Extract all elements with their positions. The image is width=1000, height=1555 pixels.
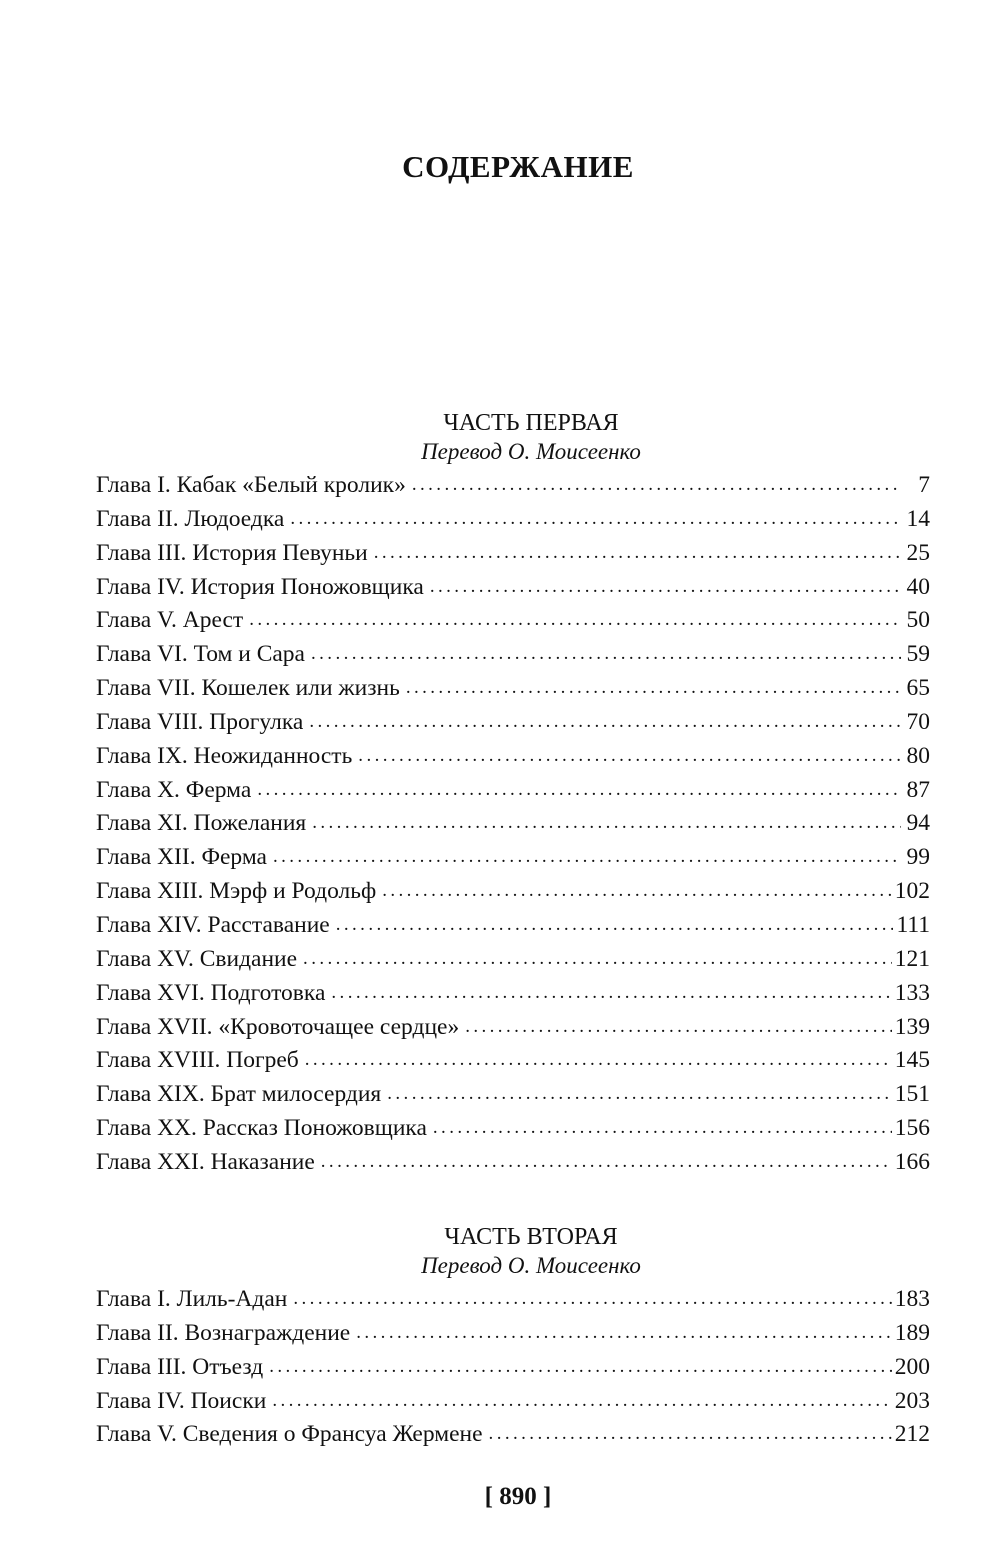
toc-entry: [96, 607, 930, 641]
toc-entry: [96, 574, 930, 608]
chapter-title: Глава I. Лиль-Адан: [96, 1286, 288, 1312]
chapter-page-number: 203: [894, 1387, 930, 1414]
toc-entry: [96, 777, 930, 811]
chapter-page-number: 145: [894, 1047, 930, 1074]
page-title: СОДЕРЖАНИЕ: [402, 148, 634, 184]
chapter-title: Глава XX. Рассказ Поножовщика: [96, 1115, 427, 1142]
chapter-page-number: 121: [894, 945, 930, 972]
chapter-page-number: 166: [894, 1148, 930, 1175]
chapter-title: Глава VII. Кошелек или жизнь: [96, 675, 400, 702]
toc-entry: [96, 743, 930, 777]
toc-entry: [96, 1388, 930, 1422]
chapter-page-number: 65: [906, 675, 930, 702]
toc-entry: [96, 1014, 930, 1048]
dot-leader: [433, 1117, 892, 1139]
dot-leader: [290, 508, 901, 530]
dot-leader: [312, 812, 901, 834]
chapter-title: Глава V. Сведения о Франсуа Жермене: [96, 1421, 483, 1448]
chapter-title: Глава V. Арест: [96, 607, 244, 634]
dot-leader: [358, 745, 901, 767]
chapter-title: Глава IX. Неожиданность: [96, 742, 353, 769]
part-translator: Перевод О. Моисеенко: [421, 439, 641, 464]
chapter-title: Глава I. Кабак «Белый кролик»: [96, 472, 406, 498]
chapter-title: Глава XIII. Мэрф и Родольф: [96, 878, 377, 905]
dot-leader: [305, 1049, 892, 1071]
chapter-title: Глава XXI. Наказание: [96, 1148, 315, 1175]
chapter-title: Глава XI. Пожелания: [96, 810, 307, 837]
dot-leader: [387, 1083, 892, 1105]
chapter-title: Глава XV. Свидание: [96, 945, 298, 972]
chapter-page-number: 80: [906, 742, 930, 769]
toc-entry: [96, 709, 930, 743]
dot-leader: [336, 914, 894, 936]
dot-leader: [489, 1423, 892, 1445]
chapter-page-number: 87: [906, 776, 930, 803]
dot-leader: [465, 1016, 892, 1038]
toc-entry: [96, 472, 930, 506]
chapter-page-number: 70: [906, 708, 930, 735]
toc-entry: [96, 1047, 930, 1081]
dot-leader: [331, 982, 891, 1004]
dot-leader: [269, 1356, 892, 1378]
dot-leader: [272, 1390, 891, 1412]
part-translator: Перевод О. Моисеенко: [421, 1253, 641, 1278]
dot-leader: [382, 880, 892, 902]
dot-leader: [356, 1322, 892, 1344]
chapter-page-number: 133: [894, 979, 930, 1006]
dot-leader: [257, 779, 901, 801]
chapter-title: Глава X. Ферма: [96, 776, 252, 803]
part-first: [96, 408, 930, 1183]
chapter-title: Глава VIII. Прогулка: [96, 708, 304, 735]
toc-entry: [96, 641, 930, 675]
dot-leader: [273, 846, 901, 868]
chapter-title: Глава III. Отъезд: [96, 1353, 264, 1380]
toc-entry: [96, 1149, 930, 1183]
chapter-title: Глава II. Людоедка: [96, 505, 285, 532]
part-heading: ЧАСТЬ ВТОРАЯ: [444, 1224, 618, 1250]
chapter-title: Глава XVIII. Погреб: [96, 1047, 299, 1074]
toc-entry: [96, 980, 930, 1014]
chapter-page-number: 200: [894, 1353, 930, 1380]
chapter-title: Глава III. История Певуньи: [96, 539, 368, 566]
toc-entry: [96, 1354, 930, 1388]
chapter-page-number: 183: [894, 1286, 930, 1312]
chapter-title: Глава XVII. «Кровоточащее сердце»: [96, 1013, 460, 1040]
chapter-title: Глава XIV. Расставание: [96, 911, 330, 938]
chapter-title: Глава XVI. Подготовка: [96, 979, 326, 1006]
chapter-page-number: 212: [894, 1421, 930, 1448]
chapter-page-number: 7: [918, 472, 930, 498]
toc-entry: [96, 675, 930, 709]
toc-entry: [96, 1115, 930, 1149]
toc-entry: [96, 844, 930, 878]
toc-entry: [96, 946, 930, 980]
chapter-title: Глава II. Вознаграждение: [96, 1319, 351, 1346]
chapter-page-number: 111: [896, 911, 930, 938]
dot-leader: [412, 474, 901, 496]
toc-list: [96, 472, 930, 1183]
chapter-page-number: 50: [906, 607, 930, 634]
chapter-title: Глава VI. Том и Сара: [96, 641, 305, 668]
chapter-page-number: 59: [906, 641, 930, 668]
chapter-title: Глава XIX. Брат милосердия: [96, 1081, 382, 1108]
chapter-title: Глава IV. Поиски: [96, 1387, 267, 1414]
toc-entry: [96, 540, 930, 574]
toc-entry: [96, 810, 930, 844]
chapter-page-number: 156: [894, 1115, 930, 1142]
toc-entry: [96, 1421, 930, 1455]
dot-leader: [293, 1288, 891, 1310]
dot-leader: [303, 948, 892, 970]
chapter-page-number: 14: [906, 505, 930, 532]
toc-entry: [96, 912, 930, 946]
part-second: [96, 1222, 930, 1455]
toc-entry: [96, 1320, 930, 1354]
dot-leader: [311, 643, 901, 665]
chapter-title: Глава IV. История Поножовщика: [96, 573, 424, 600]
dot-leader: [309, 711, 901, 733]
chapter-page-number: 102: [894, 878, 930, 905]
chapter-page-number: 40: [906, 573, 930, 600]
part-heading: ЧАСТЬ ПЕРВАЯ: [443, 410, 619, 436]
dot-leader: [406, 677, 901, 699]
chapter-page-number: 151: [894, 1081, 930, 1108]
dot-leader: [430, 576, 901, 598]
chapter-page-number: 99: [906, 844, 930, 871]
toc-entry: [96, 506, 930, 540]
toc-entry: [96, 1286, 930, 1320]
toc-entry: [96, 1081, 930, 1115]
dot-leader: [321, 1151, 892, 1173]
chapter-page-number: 139: [894, 1013, 930, 1040]
dot-leader: [249, 609, 901, 631]
chapter-page-number: 189: [894, 1319, 930, 1346]
dot-leader: [374, 542, 901, 564]
page-number: [ 890 ]: [484, 1483, 552, 1510]
toc-list: [96, 1286, 930, 1455]
chapter-page-number: 25: [906, 539, 930, 566]
chapter-title: Глава XII. Ферма: [96, 844, 267, 871]
toc-entry: [96, 878, 930, 912]
chapter-page-number: 94: [906, 810, 930, 837]
